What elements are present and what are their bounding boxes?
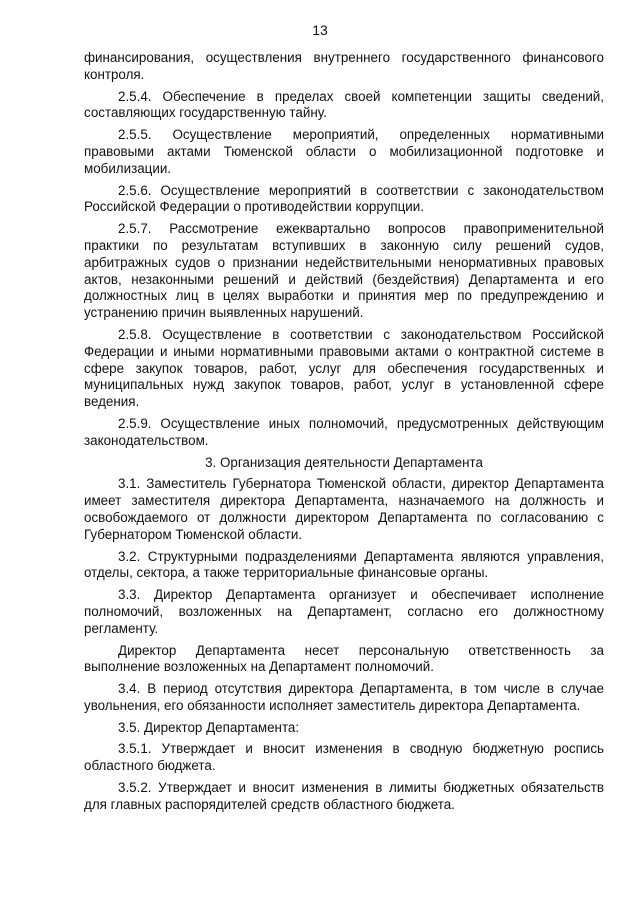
- paragraph-2-5-6: 2.5.6. Осуществление мероприятий в соответствии с законодательством Российской Федерации о противодействии коррупции.: [84, 182, 604, 215]
- paragraph-3-3: 3.3. Директор Департамента организует и обеспечивает исполнение полномочий, возложенных на Департамент, согласно его должностному регламенту.: [84, 587, 604, 636]
- page-number: 13: [312, 22, 328, 38]
- section-heading: 3. Организация деятельности Департамента: [205, 454, 483, 470]
- paragraph-continuation: финансирования, осуществления внутреннего государственного финансового контроля.: [84, 50, 604, 82]
- paragraph-2-5-8: 2.5.8. Осуществление в соответствии с законодательством Российской Федерации и иными нормативными правовыми актами о контрактной системе в сфере закупок товаров, работ, услуг для обеспечения государственных и муниципальных нужд закупок товаров, работ, услуг в установленной сфере ведения.: [84, 326, 604, 410]
- paragraph-2-5-7: 2.5.7. Рассмотрение ежеквартально вопросов правоприменительной практики по результатам вступивших в законную силу решений судов, арбитражных судов о признании недействительными ненормативных правовых актов, незаконными решений и действий (бездействия) Департамента и его должностных лиц в целях выработки и принятия мер по предупреждению и устранению причин выявленных нарушений.: [84, 221, 604, 321]
- document-body: [84, 50, 604, 819]
- paragraph-3-4: 3.4. В период отсутствия директора Департамента, в том числе в случае увольнения, его обязанности исполняет заместитель директора Департамента.: [84, 681, 604, 713]
- paragraph-2-5-9: 2.5.9. Осуществление иных полномочий, предусмотренных действующим законодательством.: [84, 415, 604, 448]
- paragraph-director-responsibility: Директор Департамента несет персональную ответственность за выполнение возложенных на Департамент полномочий.: [84, 642, 604, 675]
- paragraph-3-1: 3.1. Заместитель Губернатора Тюменской области, директор Департамента имеет заместителя директора Департамента, назначаемого на должность и освобождаемого от должности директором Департамента по согласованию с Губернатором Тюменской области.: [84, 476, 604, 542]
- paragraph-2-5-5: 2.5.5. Осуществление мероприятий, определенных нормативными правовыми актами Тюменской области о мобилизационной подготовке и мобилизации.: [84, 127, 604, 176]
- paragraph-3-5: 3.5. Директор Департамента:: [118, 719, 300, 735]
- paragraph-3-5-2: 3.5.2. Утверждает и вносит изменения в лимиты бюджетных обязательств для главных распорядителей средств областного бюджета.: [84, 780, 604, 812]
- paragraph-3-5-1: 3.5.1. Утверждает и вносит изменения в сводную бюджетную роспись областного бюджета.: [84, 741, 604, 774]
- paragraph-3-2: 3.2. Структурными подразделениями Департамента являются управления, отделы, сектора, а также территориальные финансовые органы.: [84, 548, 604, 581]
- paragraph-2-5-4: 2.5.4. Обеспечение в пределах своей компетенции защиты сведений, составляющих государственную тайну.: [84, 88, 604, 121]
